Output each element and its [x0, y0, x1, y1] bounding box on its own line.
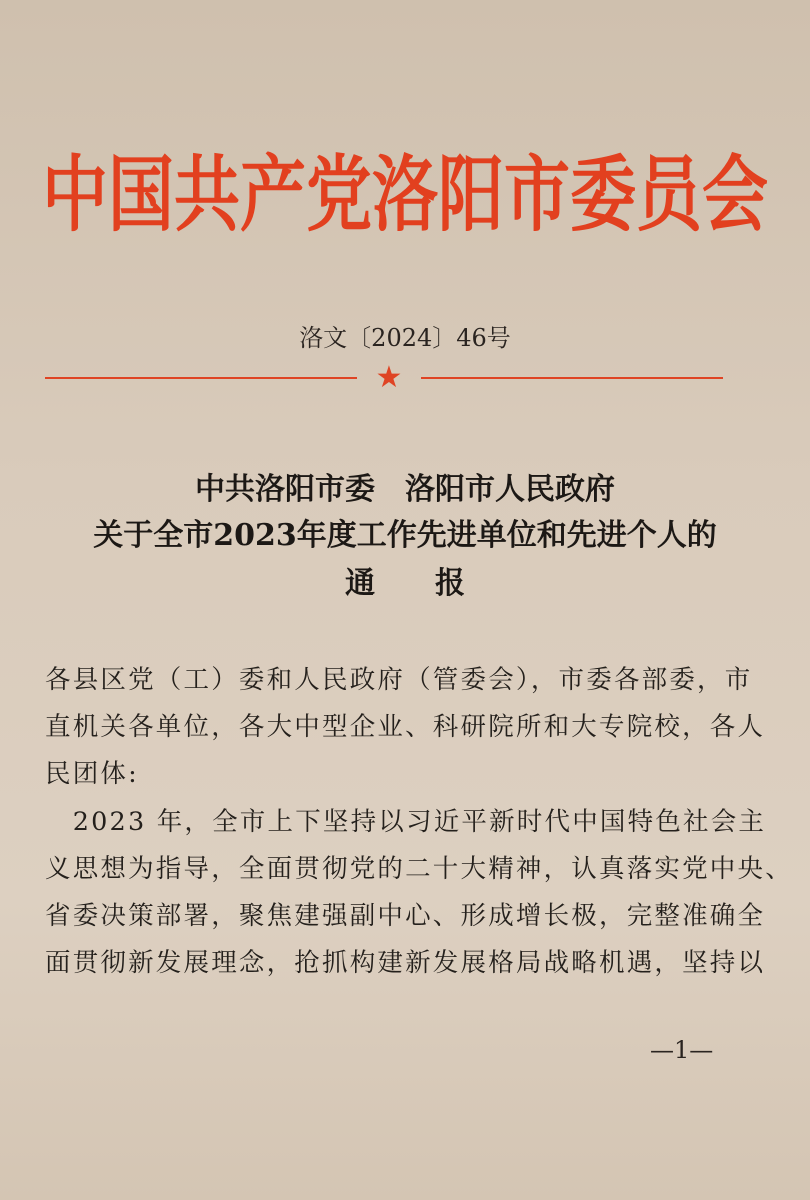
- body-line: 面贯彻新发展理念，抢抓构建新发展格局战略机遇，坚持以: [45, 948, 766, 978]
- body-line: 省委决策部署，聚焦建强副中心、形成增长极，完整准确全: [45, 901, 766, 931]
- red-divider-right: [421, 377, 723, 379]
- red-divider-left: [45, 377, 357, 379]
- document-number: 洛文〔2024〕46号: [299, 324, 511, 352]
- body-line: 民团体:: [45, 759, 139, 789]
- star-icon: ★: [375, 360, 403, 395]
- notice-title-line-2: 关于全市2023年度工作先进单位和先进个人的: [93, 518, 717, 553]
- notice-title-line-1: 中共洛阳市委 洛阳市人民政府: [195, 472, 615, 507]
- body-line: 直机关各单位，各大中型企业、科研院所和大专院校，各人: [45, 712, 766, 742]
- notice-title-line-3: 通 报: [345, 566, 465, 601]
- issuer-header: 中国共产党洛阳市委员会: [42, 146, 768, 243]
- page-number: —1—: [650, 1036, 714, 1064]
- body-line: 2023 年，全市上下坚持以习近平新时代中国特色社会主: [45, 807, 767, 837]
- body-line: 义思想为指导，全面贯彻党的二十大精神，认真落实党中央、: [45, 854, 793, 884]
- body-line: 各县区党（工）委和人民政府（管委会），市委各部委，市: [45, 665, 753, 695]
